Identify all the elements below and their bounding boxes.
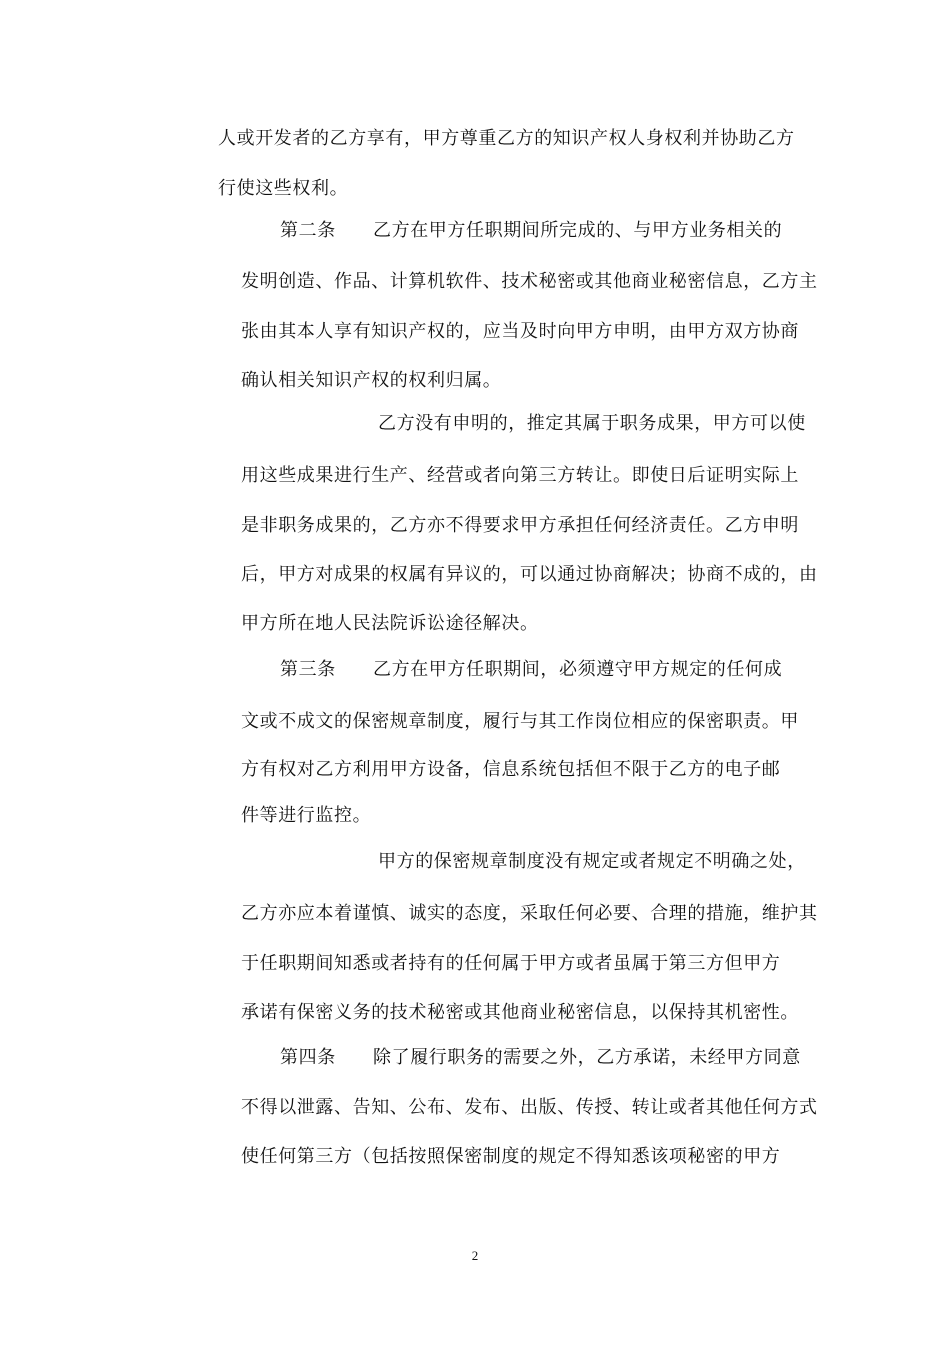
text-line-19: 承诺有保密义务的技术秘密或其他商业秘密信息，以保持其机密性。: [241, 1002, 799, 1023]
text-line-22: 使任何第三方（包括按照保密制度的规定不得知悉该项秘密的甲方: [241, 1146, 781, 1167]
article-3-heading-line: 第三条 乙方在甲方任职期间，必须遵守甲方规定的任何成: [280, 659, 783, 680]
text-line-1: 人或开发者的乙方享有，甲方尊重乙方的知识产权人身权利并协助乙方: [218, 128, 795, 149]
text-line-5: 张由其本人享有知识产权的，应当及时向甲方申明，由甲方双方协商: [241, 321, 799, 342]
text-line-18: 于任职期间知悉或者持有的任何属于甲方或者虽属于第三方但甲方: [241, 953, 781, 974]
paragraph-indent-line: 乙方没有申明的，推定其属于职务成果，甲方可以使: [378, 413, 806, 434]
page-number: 2: [471, 1248, 479, 1263]
text-line-13: 文或不成文的保密规章制度，履行与其工作岗位相应的保密职责。甲: [241, 711, 799, 732]
text-line-21: 不得以泄露、告知、公布、发布、出版、传授、转让或者其他任何方式: [241, 1097, 818, 1118]
text-line-10: 后，甲方对成果的权属有异议的，可以通过协商解决；协商不成的，由: [241, 564, 818, 585]
text-line-15: 件等进行监控。: [241, 805, 372, 826]
article-4-heading-line: 第四条 除了履行职务的需要之外，乙方承诺，未经甲方同意: [280, 1047, 801, 1068]
text-line-4: 发明创造、作品、计算机软件、技术秘密或其他商业秘密信息，乙方主: [241, 271, 818, 292]
article-2-heading-line: 第二条 乙方在甲方任职期间所完成的、与甲方业务相关的: [280, 220, 783, 241]
text-line-6: 确认相关知识产权的权利归属。: [241, 370, 502, 391]
text-line-8: 用这些成果进行生产、经营或者向第三方转让。即使日后证明实际上: [241, 465, 799, 486]
text-line-11: 甲方所在地人民法院诉讼途径解决。: [241, 613, 539, 634]
text-line-2: 行使这些权利。: [218, 178, 349, 199]
text-line-14: 方有权对乙方利用甲方设备，信息系统包括但不限于乙方的电子邮: [241, 759, 781, 780]
text-line-17: 乙方亦应本着谨慎、诚实的态度，采取任何必要、合理的措施，维护其: [241, 903, 818, 924]
text-line-9: 是非职务成果的，乙方亦不得要求甲方承担任何经济责任。乙方申明: [241, 515, 799, 536]
paragraph-indent-line-2: 甲方的保密规章制度没有规定或者规定不明确之处，: [378, 851, 806, 872]
